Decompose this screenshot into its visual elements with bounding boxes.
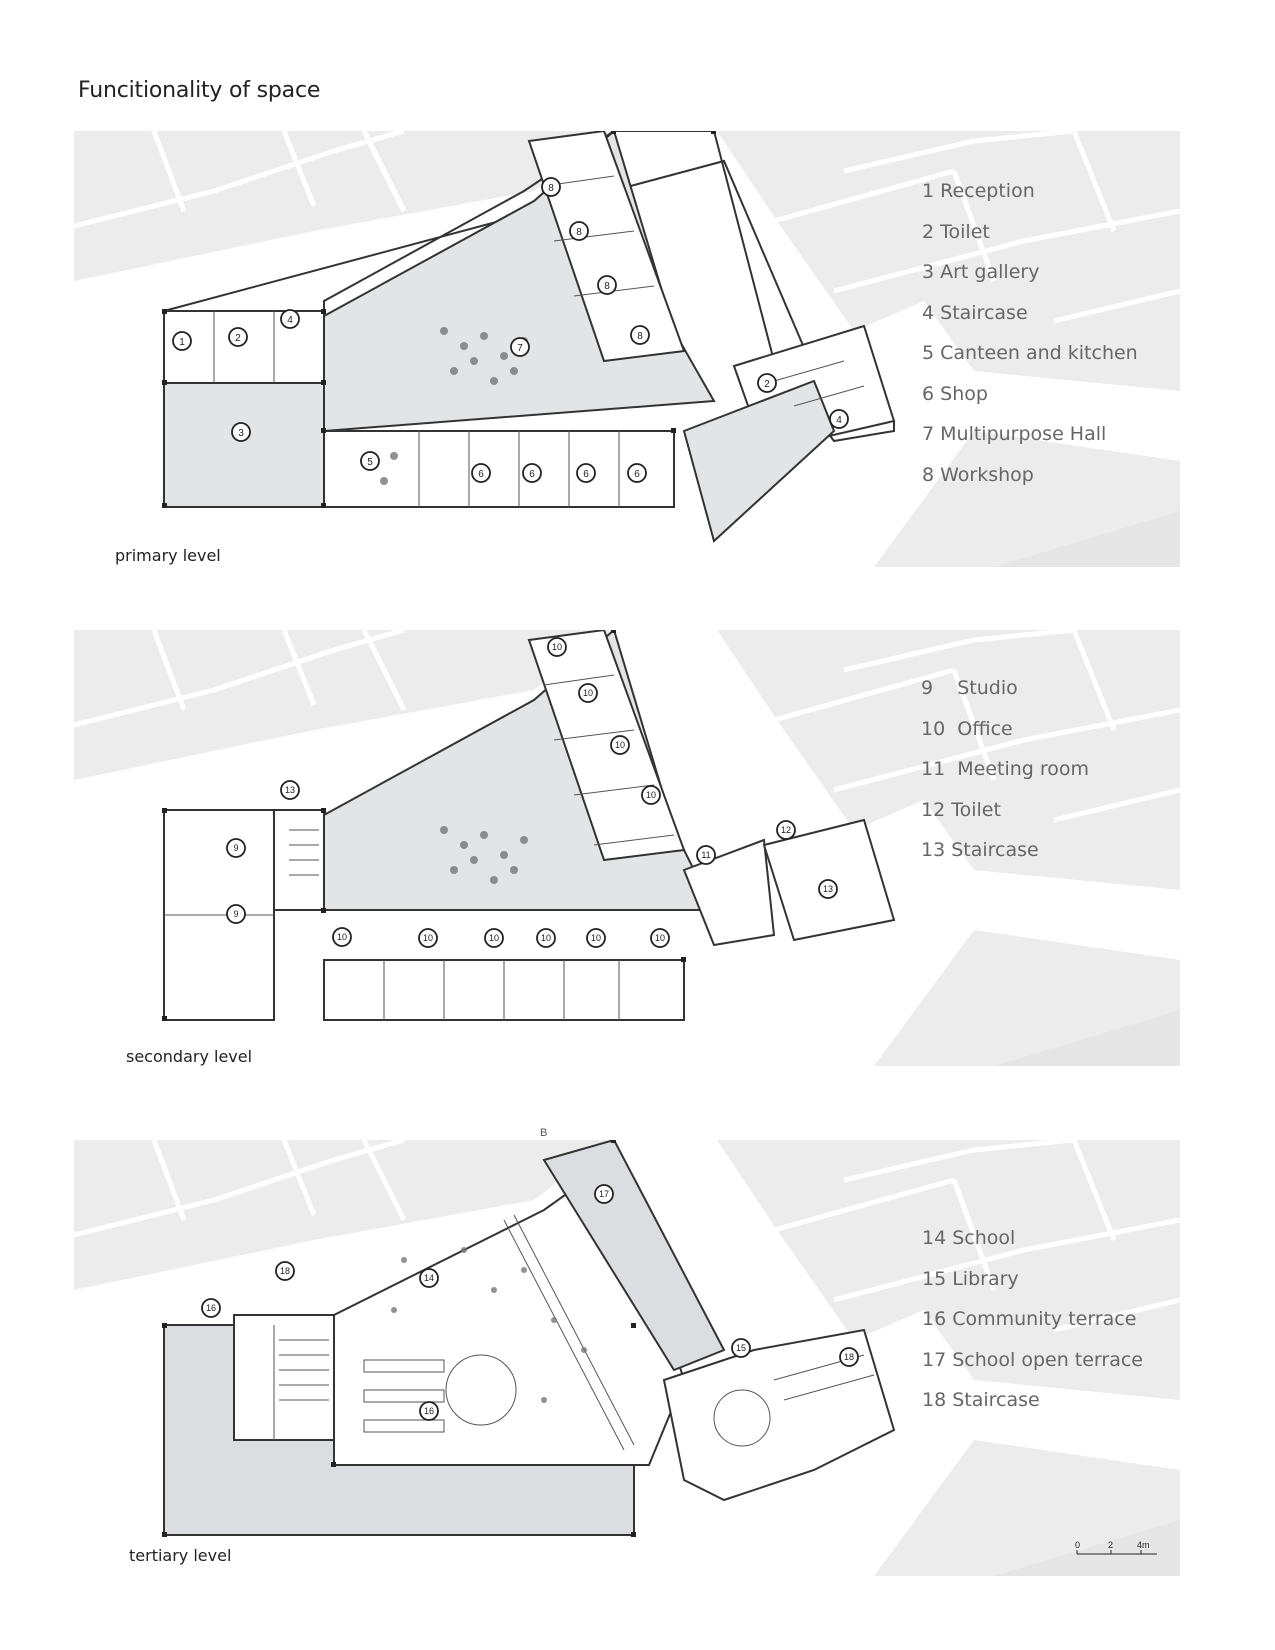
- room-marker: 9: [233, 909, 239, 919]
- room-marker: 4: [287, 315, 293, 326]
- room-marker: 6: [478, 469, 484, 480]
- legend-secondary: [921, 676, 1089, 879]
- legend-item: 14 School: [922, 1227, 1016, 1249]
- room-marker: 4: [836, 415, 842, 426]
- room-marker: 10: [488, 933, 500, 943]
- room-marker: 12: [780, 825, 792, 835]
- room-marker: 6: [583, 469, 589, 480]
- room-marker: 8: [604, 281, 610, 292]
- room-marker: 8: [548, 183, 554, 194]
- legend-item: 5 Canteen and kitchen: [922, 342, 1138, 364]
- legend-item: 17 School open terrace: [922, 1348, 1143, 1371]
- legend-item: 11 Meeting room: [921, 758, 1090, 780]
- room-marker: 10: [582, 688, 594, 698]
- room-marker: 18: [279, 1266, 291, 1276]
- legend-item: 16 Community terrace: [922, 1308, 1137, 1330]
- room-marker: 10: [551, 642, 563, 652]
- legend-item: 2 Toilet: [922, 220, 990, 243]
- scale-bar-line: [1075, 1540, 1165, 1564]
- scale-label: 2: [1108, 1540, 1114, 1550]
- room-marker: 8: [637, 331, 643, 342]
- room-marker: 16: [205, 1303, 217, 1313]
- legend-item: 13 Staircase: [921, 839, 1039, 861]
- room-marker: 7: [517, 343, 523, 354]
- legend-primary: [922, 179, 1138, 503]
- room-marker: 10: [614, 740, 626, 750]
- scale-bar: [1075, 1540, 1165, 1564]
- room-marker: 1: [179, 337, 185, 348]
- room-marker: 10: [336, 932, 348, 942]
- page-title: Funcitionality of space: [78, 78, 321, 103]
- scale-label: 4m: [1137, 1540, 1150, 1550]
- north-marker: B: [540, 1127, 548, 1139]
- legend-item: 7 Multipurpose Hall: [922, 423, 1107, 445]
- scale-label: 0: [1075, 1540, 1081, 1550]
- room-marker: 2: [235, 333, 241, 344]
- room-marker: 13: [284, 785, 296, 795]
- room-marker: 11: [701, 850, 711, 860]
- room-marker: 14: [423, 1273, 435, 1283]
- level-label-tertiary: tertiary level: [129, 1546, 232, 1565]
- legend-item: 18 Staircase: [922, 1389, 1040, 1411]
- room-marker: 18: [843, 1352, 855, 1362]
- room-marker: 8: [576, 227, 582, 238]
- level-label-secondary: secondary level: [126, 1047, 253, 1066]
- room-marker: 9: [233, 843, 239, 853]
- legend-item: 15 Library: [922, 1267, 1019, 1290]
- room-marker: 2: [764, 379, 770, 390]
- plan-panel-tertiary: [74, 1140, 1180, 1576]
- room-marker: 16: [423, 1406, 435, 1416]
- plan-panel-secondary: [74, 630, 1180, 1066]
- legend-item: 9 Studio: [921, 677, 1018, 699]
- plan-panel-primary: [74, 131, 1180, 567]
- room-marker: 10: [422, 933, 434, 943]
- room-marker: 15: [735, 1343, 747, 1353]
- legend-tertiary: [922, 1226, 1143, 1429]
- room-marker: 10: [645, 790, 657, 800]
- room-marker: 10: [654, 933, 666, 943]
- legend-item: 3 Art gallery: [922, 261, 1040, 283]
- room-marker: 17: [598, 1189, 610, 1199]
- room-marker: 10: [540, 933, 552, 943]
- level-label-primary: primary level: [115, 546, 221, 565]
- room-marker: 5: [367, 457, 373, 468]
- room-marker: 10: [590, 933, 602, 943]
- legend-item: 6 Shop: [922, 382, 988, 405]
- room-marker: 6: [529, 469, 535, 480]
- room-marker: 13: [822, 884, 834, 894]
- room-marker: 6: [634, 469, 640, 480]
- legend-item: 12 Toilet: [921, 798, 1001, 821]
- legend-item: 1 Reception: [922, 180, 1035, 202]
- legend-item: 4 Staircase: [922, 301, 1028, 324]
- legend-item: 10 Office: [921, 717, 1013, 740]
- room-marker: 3: [238, 428, 244, 439]
- legend-item: 8 Workshop: [922, 463, 1034, 486]
